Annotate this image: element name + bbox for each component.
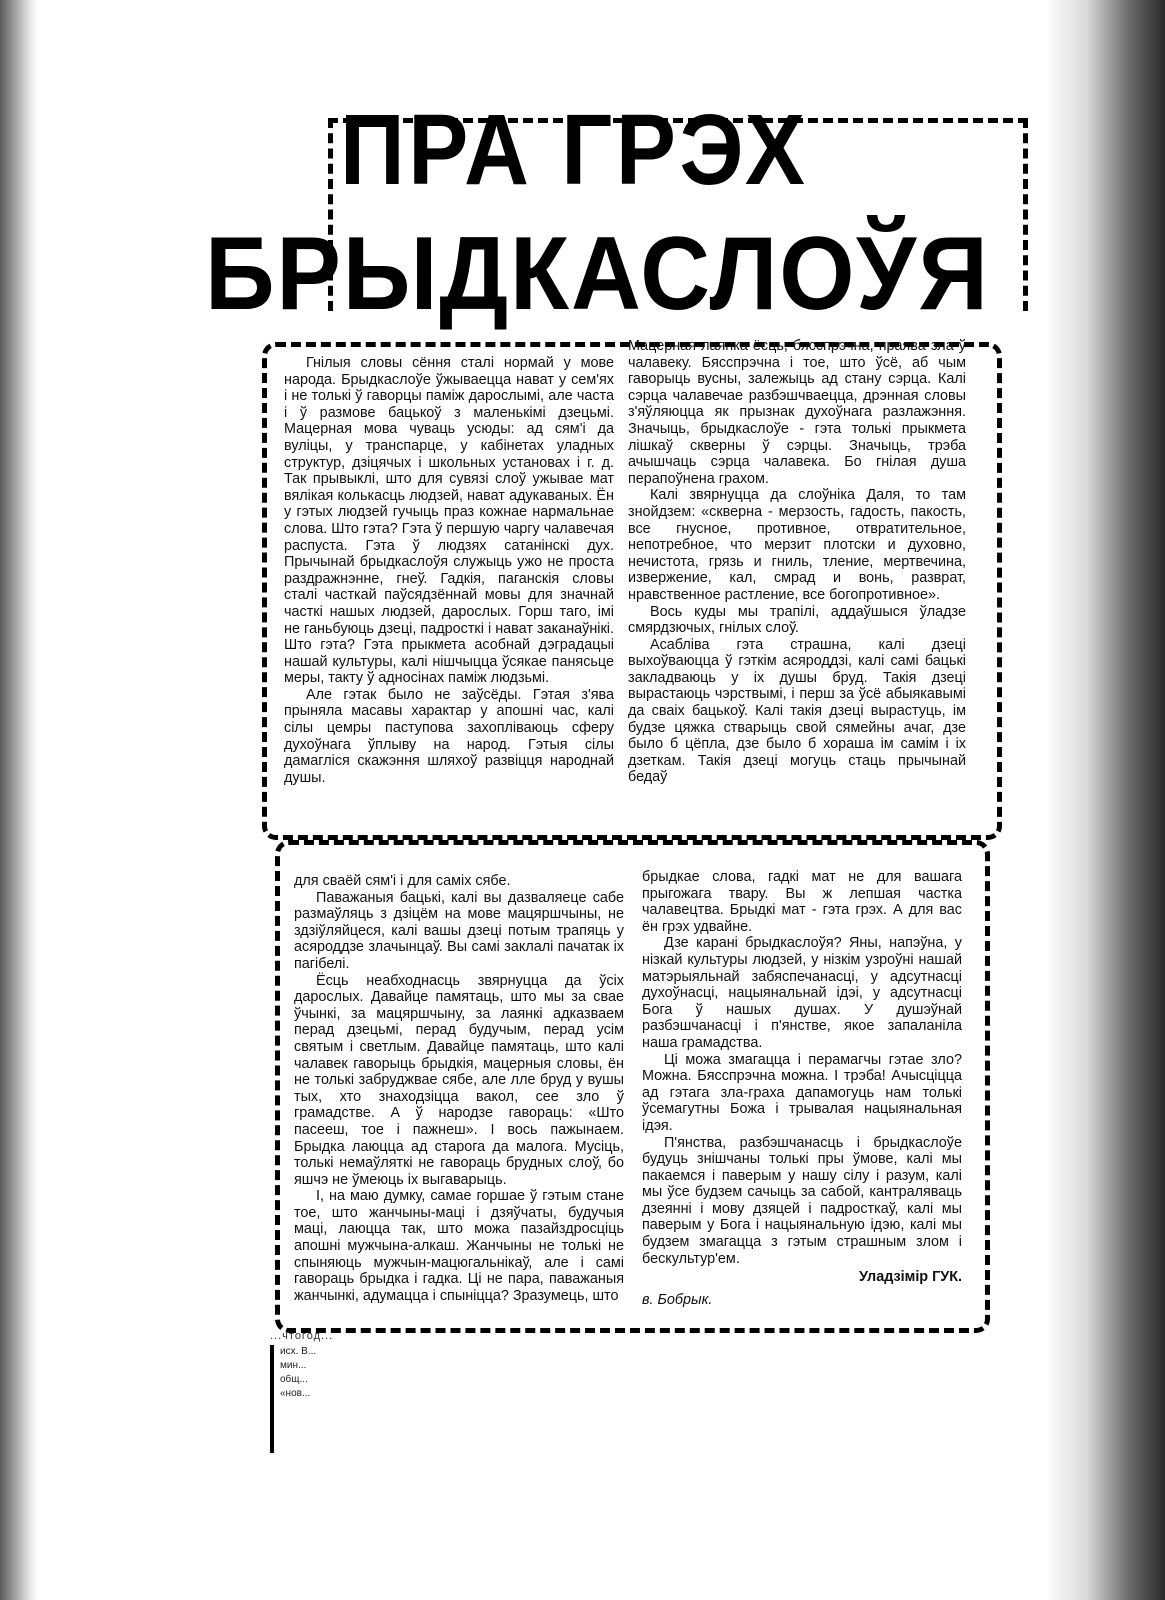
author-signature: Уладзімір ГУК.	[859, 1269, 962, 1286]
imprint-line: исх. В...	[280, 1346, 317, 1357]
paragraph: Дзе карані брыдкаслоўя? Яны, напэўна, у нізкай культуры людзей, у нізкім узроўні нашай матэрыяльнай забяспечанасці, у адсутнасці духоўнасці, нацыянальнай ідэі, у адсутнасці Бога ў нашых душах. У душэўнай разбэшчанасці і п'янстве, якое запаланіла наша грамадства.	[642, 935, 962, 1051]
headline-line-1: ПРА ГРЭХ	[340, 94, 809, 206]
paragraph: Ці можа змагацца і перамагчы гэтае зло? Можна. Бясспрэчна можна. І трэба! Ачысціцца ад гэтага зла-граха дапамогуць нам толькі ўсемагутны Божа і трывалая нацыянальная ідэя.	[642, 1051, 962, 1134]
imprint-line: «нов...	[280, 1388, 311, 1399]
paragraph: П'янства, разбэшчанасць і брыдкаслоўе будуць знішчаны толькі пры ўмове, калі мы пакаемся і паверым у нашу сілу і разум, калі мы ўсе будзем сачыць за сабой, кантраляваць дзеянні і мову дзяцей і падросткаў, калі мы паверым у Бога і нацыянальную ідэю, калі мы будзем змагацца з гэтым страшным злом і бескультур'ем.	[642, 1134, 962, 1267]
author-place: в. Бобрык.	[642, 1291, 713, 1308]
headline-line-2: БРЫДКАСЛОЎЯ	[205, 216, 990, 332]
paragraph: Паважаныя бацькі, калі вы дазваляеце сабе размаўляць з дзіцём на мове мацяршчыны, не здзіўляйцеся, калі вашы дзеці потым трапяць у асяроддзе злачынцаў. Вы самі заклалі пачатак іх пагібелі.	[294, 889, 624, 972]
paragraph: І, на маю думку, самае горшае ў гэтым стане тое, што жанчыны-маці і дзяўчаты, будучыя маці, лаюцца так, што можа пазайздросціць апошні мужчына-алкаш. Жанчыны не толькі не спыняюць мужчын-мацюгальнікаў, але і самі гавораць брыдка і гадка. Ці не пара, паважаныя жанчынкі, адумацца і спыніцца? Зразумець, што	[294, 1188, 624, 1304]
page-shadow-left	[0, 0, 38, 1600]
article-1-right-column	[628, 338, 966, 786]
article-2-left-column	[294, 873, 624, 1304]
paragraph: Ёсць неабходнасць звярнуцца да ўсіх дарослых. Давайце памятаць, што мы за свае ўчынкі, за мацяршчыну, за лаянкі адказваем перад дзецьмі, перад будучым, перад усім святым і светлым. Давайце памятаць, што калі чалавек гаворыць брыдкія, мацерныя словы, ён не толькі забруджвае сябе, але лле бруд у вушы тых, хто знаходзіцца вакол, сее зло ў грамадстве. А ў народзе гавораць: «Што пасееш, тое і пажнеш». І вось пажынаем. Брыдка лаюцца ад старога да малога. Мусіць, толькі немаўляткі не гавораць брудных слоў, бо яшчэ не ўмеюць іх выгаварыць.	[294, 972, 624, 1188]
paragraph: Вось куды мы трапілі, аддаўшыся ўладзе смярдзючых, гнілых слоў.	[628, 603, 966, 637]
article-1-left-column	[284, 355, 614, 786]
paragraph: Асабліва гэта страшна, калі дзеці выхоўваюцца ў гэткім асяроддзі, калі самі бацькі закладваюць у іх душы бруд. Такія дзеці вырастаюць чэрствымі, і перш за ўсё абыякавымі да сваіх бацькоў. Калі такія дзеці вырастуць, ім будзе цяжка стварыць свой сямейны ачаг, дзе было б цёпла, дзе было б хораша ім самім і іх дзеткам. Такія дзеці могуць стаць прычынай бедаў	[628, 636, 966, 786]
paragraph: Калі звярнуцца да слоўніка Даля, то там знойдзем: «скверна - мерзость, гадость, пакость, все гнусное, противное, отвратительное, непотребное, что мерзит плотски и духовно, нечистота, грязь и гниль, тление, мертвечина, извержение, кал, смрад и вонь, разврат, нравственное растление, все богопротивное».	[628, 487, 966, 603]
imprint-line: общ...	[280, 1374, 308, 1385]
imprint-fragment	[270, 1345, 358, 1453]
paragraph: Але гэтак было не заўсёды. Гэтая з'ява прыняла масавы характар у апошні час, калі сілы цемры паступова захопліваюць сферу духоўнага ўплыву на народ. Гэтыя сілы дамагліся скажэння шляхоў развіцця народнай душы.	[284, 686, 614, 786]
article-2-right-column	[642, 869, 962, 1308]
page-shadow-right	[1045, 0, 1165, 1600]
imprint-heading-fragment: ...чтогод...	[270, 1330, 334, 1342]
paragraph: Гнілыя словы сёння сталі нормай у мове народа. Брыдкаслоўе ўжываецца нават у сем'ях і не толькі ў гаворцы паміж дарослымі, але часта і ў размове бацькоў з маленькімі дзецьмі. Мацерная мова чуваць усюды: ад сям'і да вуліцы, у транспарце, у кабінетах уладных структур, дзіцячых і школьных установах і г. д. Так прывыклі, што для сувязі слоў ужывае мат вялікая колькасць людзей, нават адукаваных. Ён у гэтых людзей гучыць праз кожнае нармальнае слова. Што гэта? Гэта ў першую чаргу чалавечая распуста. Гэта ў людзях сатанінскі дух. Прычынай брыдкаслоўя служыць ужо не проста раздражнэнне, гнеў. Гадкія, паганскія словы сталі часткай паўсядзённай мовы для значнай часткі нашых людзей, дарослых. Горш таго, імі не ганьбуюць дзеці, падросткі і нават заканаўнікі. Што гэта? Гэта прыкмета асобнай дэградацыі нашай культуры, калі нішчыцца ўсякае панясьце меры, такту ў адносінах паміж людзьмі.	[284, 355, 614, 687]
paragraph: для сваёй сям'і і для саміх сябе.	[294, 873, 511, 889]
paragraph: Мацерная лаянка ёсць, бясспрэчна, праява зла ў чалавеку. Бясспрэчна і тое, што ўсё, аб чым гаворыць вусны, залежыць ад стану сэрца. Калі сэрца чалавечае разбэшчваецца, дрэнная словы з'яўляюцца як прызнак духоўнага разлажэння. Значыць, брыдкаслоўе - гэта толькі прыкмета лішкаў скверны ў сэрцы. Значыць, трэба ачышчаць сэрца чалавека. Бо гнілая душа перапоўнена грахом.	[628, 338, 966, 487]
imprint-line: мин...	[280, 1360, 307, 1371]
paragraph: брыдкае слова, гадкі мат не для вашага прыгожага твару. Вы ж лепшая частка чалавецтва. Брыдкі мат - гэта грэх. А для вас ён грэх удвайне.	[642, 869, 962, 935]
